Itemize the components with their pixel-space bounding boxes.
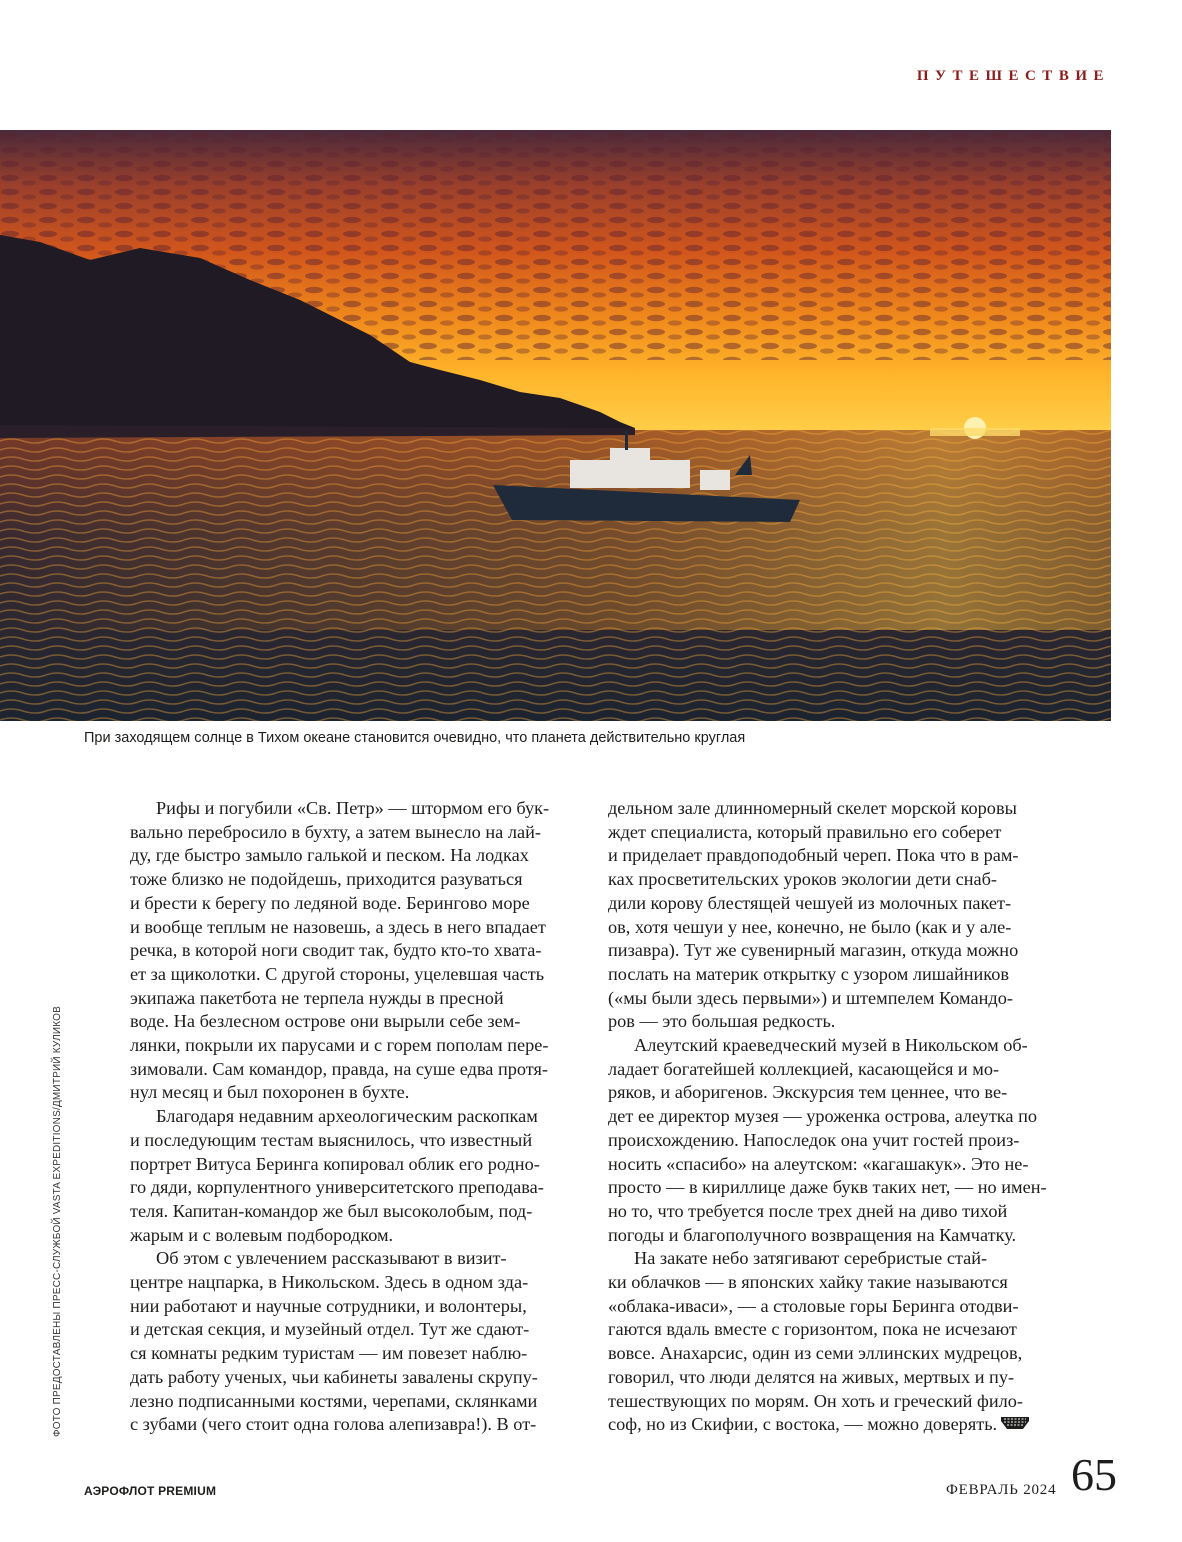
paragraph: Благодаря недавним археологическим раскопкам и последующим тестам выяснилось, что известный портрет Витуса Беринга копировал облик его родно- го дяди, корпулентного университетского преподава- теля. Капитан-командор же был высоколобым, под- жарым и с волевым подбородком. <box>130 1106 544 1245</box>
end-of-article-icon <box>1001 1417 1029 1429</box>
paragraph-text: На закате небо затягивают серебристые стай- ки облачков — в японских хайку такие называются «облака-иваси», — а столовые горы Беринга отодви- гаются вдаль вместе с горизонтом, пока не исчезают вовсе. Анахарсис, один из семи эллинских мудрецов, говорил, что люди делятся на живых, мертвых и пу- тешествующих по морям. Он хоть и греческий фило- соф, но из Скифии, с востока, — можно доверять. <box>608 1248 1024 1435</box>
article-column-left <box>130 797 578 1437</box>
paragraph: Алеутский краеведческий музей в Никольском об- ладает богатейшей коллекцией, касающейся и мо- ряков, и аборигенов. Экскурсия тем ценнее, что ве- дет ее директор музея — уроженка острова, алеутка по происхождению. Напоследок она учит гостей произ- носить «спасибо» на алеутском: «кагашакук». Это не- просто — в кириллице даже букв таких нет, — но имен- но то, что требуется после трех дней на диво тихой погоды и благополучного возвращения на Камчатку. <box>608 1035 1047 1245</box>
sunset-ship-photo <box>0 130 1111 721</box>
page-number: 65 <box>1071 1449 1117 1500</box>
article-column-right <box>608 797 1070 1437</box>
paragraph: дельном зале длинномерный скелет морской коровы ждет специалиста, который правильно его соберет и приделает правдоподобный череп. Пока что в рам- ках просветительских уроков экологии дети снаб- дили корову блестящей чешуей из молочных пакет- ов, хотя чешуи у нее, конечно, не было (как и у але- пизавра). Тут же сувенирный магазин, откуда можно послать на материк открытку с узором лишайников («мы были здесь первыми») и штемпелем Командо- ров — это большая редкость. <box>608 798 1019 1032</box>
paragraph: Рифы и погубили «Св. Петр» — штормом его бук- вально перебросило в бухту, а затем вынесло на лай- ду, где быстро замыло галькой и песком. На лодках тоже близко не подойдешь, приходится разуваться и брести к берегу по ледяной воде. Берингово море и вообще теплым не назовешь, а здесь в него впадает речка, в которой ноги сводит так, будто кто-то хвата- ет за щиколотки. С другой стороны, уцелевшая часть экипажа пакетбота не терпела нужды в пресной воде. На безлесном острове они вырыли себе зем- лянки, покрыли их парусами и с горем пополам пере- зимовали. Сам командор, правда, на суше едва протя- нул месяц и был похоронен в бухте. <box>130 798 550 1103</box>
photo-caption: При заходящем солнце в Тихом океане становится очевидно, что планета действительно круглая <box>84 730 746 746</box>
magazine-name: АЭРОФЛОТ PREMIUM <box>84 1484 217 1498</box>
paragraph: Об этом с увлечением рассказывают в визит- центре нацпарка, в Никольском. Здесь в одном зда- нии работают и научные сотрудники, и волонтеры, и детская секция, и музейный отдел. Тут же сдают- ся комнаты редким туристам — им повезет наблю- дать работу ученых, чьи кабинеты завалены скрупу- лезно подписанными костями, черепами, склянками с зубами (чего стоит одна голова алепизавра!). В от- <box>130 1248 538 1435</box>
issue-date: ФЕВРАЛЬ 2024 <box>946 1482 1057 1498</box>
photo-credit: ФОТО ПРЕДОСТАВЛЕНЫ ПРЕСС-СЛУЖБОЙ VASTA EXPEDITIONS/ДМИТРИЙ КУЛИКОВ <box>52 1005 63 1437</box>
section-title: ПУТЕШЕСТВИЕ <box>916 68 1110 84</box>
paragraph-last <box>608 1247 1070 1437</box>
